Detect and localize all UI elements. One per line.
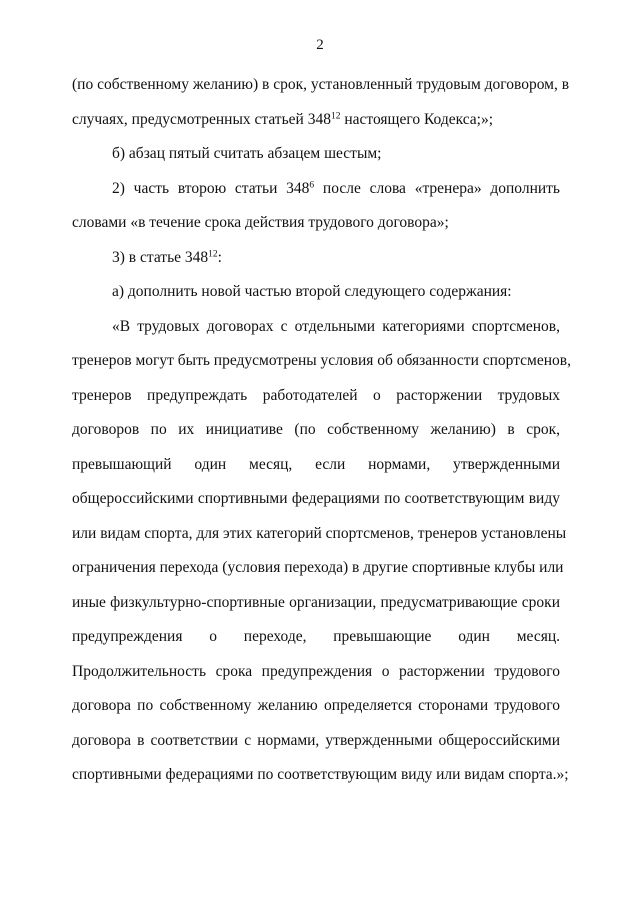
paragraph-6-line-7: или видам спорта, для этих категорий спортсменов, тренеров установлены bbox=[72, 524, 567, 542]
paragraph-3-line-2: словами «в течение срока действия трудового договора»; bbox=[72, 214, 449, 231]
paragraph-6-line-13: договора в соответствии с нормами, утвержденными общероссийскими bbox=[72, 731, 560, 749]
paragraph-6-line-12: договора по собственному желанию определяется сторонами трудового bbox=[72, 697, 560, 714]
paragraph-6-line-1: «В трудовых договорах с отдельными категориями спортсменов, bbox=[112, 317, 560, 335]
text-run: после слова «тренера» дополнить bbox=[314, 179, 560, 197]
paragraph-6-line-11: Продолжительность срока предупреждения о расторжении трудового bbox=[72, 662, 560, 680]
superscript: 12 bbox=[208, 248, 218, 259]
text-run: : bbox=[217, 248, 222, 266]
text-run: настоящего Кодекса;»; bbox=[340, 110, 494, 128]
paragraph-6-line-2: тренеров могут быть предусмотрены условия об обязанности спортсменов, bbox=[72, 352, 571, 369]
paragraph-3-line-1 bbox=[72, 172, 560, 207]
paragraph-1-line-1: (по собственному желанию) в срок, установленный трудовым договором, в bbox=[72, 76, 570, 93]
paragraph-6-line-5: превышающий один месяц, если нормами, утвержденными bbox=[72, 455, 560, 473]
paragraph-1-line-2 bbox=[72, 103, 560, 138]
body-text bbox=[72, 68, 571, 793]
page-number: 2 bbox=[316, 37, 324, 53]
paragraph-5-line-1: а) дополнить новой частью второй следующего содержания: bbox=[112, 283, 512, 300]
paragraph-6-line-4: договоров по их инициативе (по собственному желанию) в срок, bbox=[72, 421, 560, 438]
paragraph-6-line-14: спортивными федерациями по соответствующим виду или видам спорта.»; bbox=[72, 766, 569, 783]
text-run: случаях, предусмотренных статьей 348 bbox=[72, 110, 331, 128]
paragraph-6-line-9: иные физкультурно-спортивные организации, предусматривающие сроки bbox=[72, 593, 560, 611]
paragraph-6-line-10: предупреждения о переходе, превышающие один месяц. bbox=[72, 628, 560, 645]
superscript: 12 bbox=[330, 110, 341, 121]
paragraph-4-line-1 bbox=[72, 241, 560, 276]
paragraph-6-line-8: ограничения перехода (условия перехода) в другие спортивные клубы или bbox=[72, 559, 564, 576]
text-run: 2) часть второю статьи 348 bbox=[112, 179, 310, 197]
paragraph-2-line-1: б) абзац пятый считать абзацем шестым; bbox=[112, 145, 382, 162]
superscript: 6 bbox=[309, 179, 315, 190]
text-run: 3) в статье 348 bbox=[112, 248, 209, 266]
paragraph-6-line-3: тренеров предупреждать работодателей о расторжении трудовых bbox=[72, 386, 560, 404]
paragraph-6-line-6: общероссийскими спортивными федерациями по соответствующим виду bbox=[72, 490, 560, 507]
